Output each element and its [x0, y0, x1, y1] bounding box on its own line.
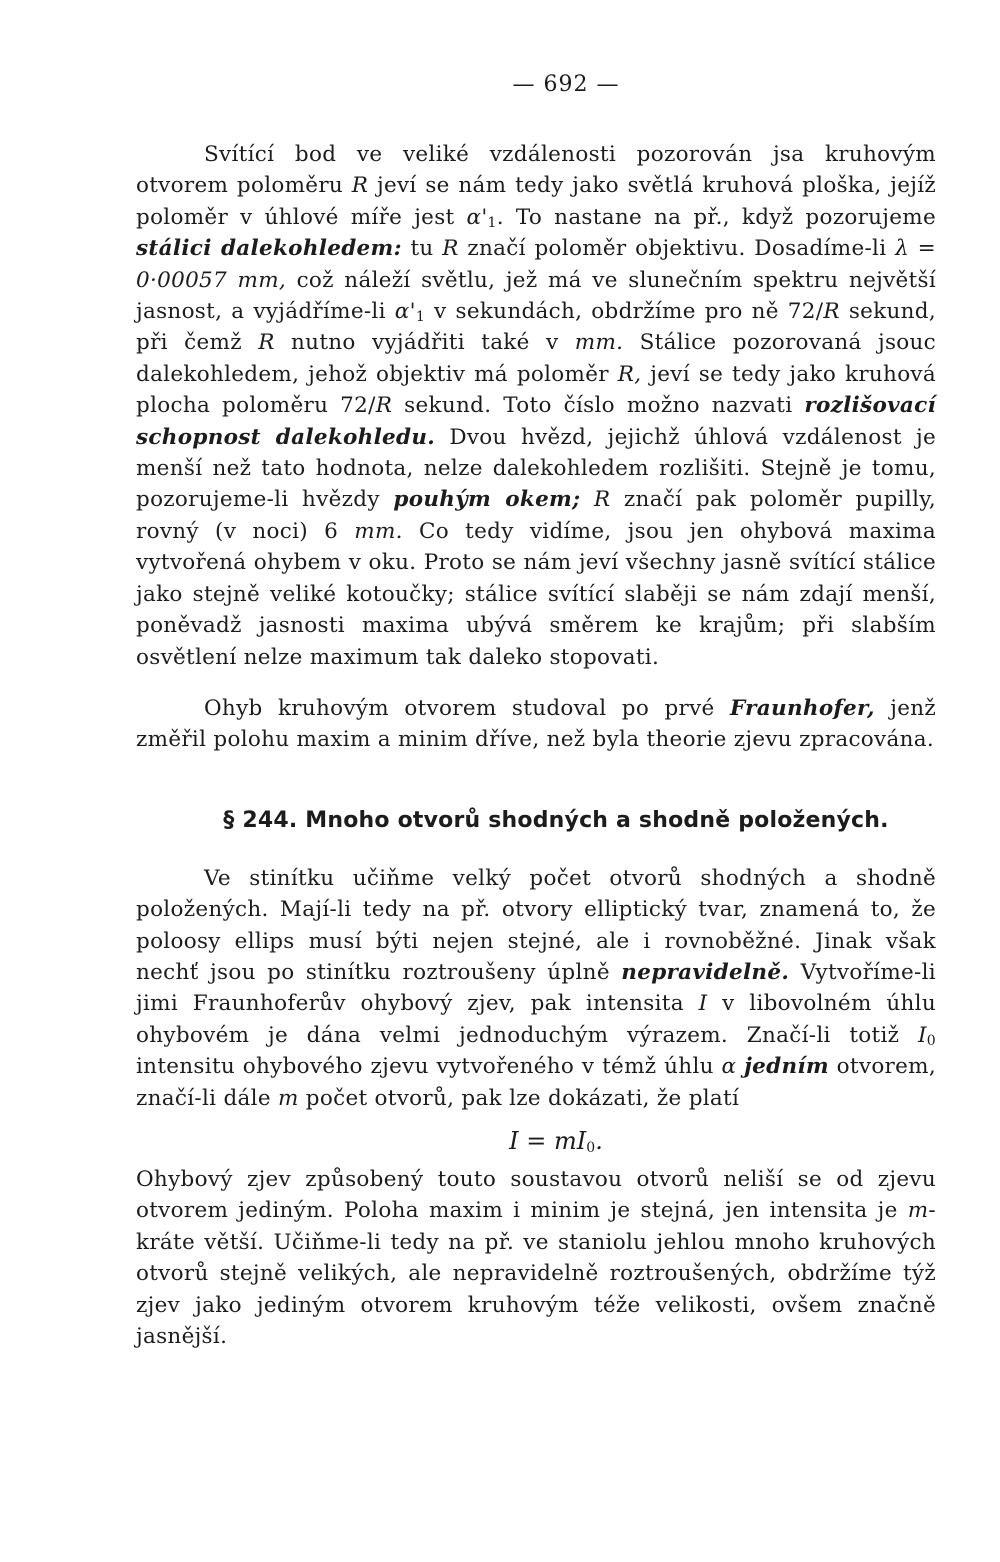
document-page — [136, 72, 936, 1352]
formula-intensity: $I = mI_0$. — [509, 1126, 603, 1156]
section-heading: § 244. Mnoho otvorů shodných a shodně položených. — [223, 807, 889, 833]
emphasis-fraunhofer: Fraunhofer, — [729, 695, 875, 721]
paragraph-many-apertures: Ve stinítku učiňme velký počet otvorů shodných a shodně položených. Mají-li tedy na př. otvory elliptický tvar, znamená to, že poloosy ellips musí býti nejen stejné, ale i rovnoběžné. Jinak však nechť jsou po stinítku roztroušeny úplně nepravidelně. Vytvoříme-li jimi Fraunhoferův ohybový zjev, pak intensita I v libovolném úhlu ohybovém je dána velmi jednoduchým výrazem. Značí-li totiž $I_0$ intensitu ohybového zjevu vytvořeného v témž úhlu α jedním otvorem, značí-li dále m počet otvorů, pak lze dokázati, že platí — [136, 865, 936, 1111]
paragraph-circular-aperture: Svítící bod ve veliké vzdálenosti pozorován jsa kruhovým otvorem poloměru R jeví se nám tedy jako světlá kruhová ploška, jejíž poloměr v úhlové míře jest $\alpha'_1$. To nastane na př., když pozorujeme stálici dalekohledem: tu R značí poloměr objektivu. Dosadíme-li λ = 0·00057 mm, což náleží světlu, jež má ve slunečním spektru největší jasnost, a vyjádříme-li $\alpha'_1$ v sekundách, obdržíme pro ně 72/R sekund, při čemž R nutno vyjádřiti také v mm. Stálice pozorovaná jsouc dalekohledem, jehož objektiv má poloměr R, jeví se tedy jako kruhová plocha poloměru 72/R sekund. Toto číslo možno nazvati rozlišovací schopnost dalekohledu. Dvou hvězd, jejichž úhlová vzdálenost je menší než tato hodnota, nelze dalekohledem rozlišiti. Stejně je tomu, pozorujeme-li hvězdy pouhým okem; R značí pak poloměr pupilly, rovný (v noci) 6 mm. Co tedy vidíme, jsou jen ohybová maxima vytvořená ohybem v oku. Proto se nám jeví všechny jasně svítící stálice jako stejně veliké kotoučky; stálice svítící slaběji se nám zdají menší, poněvadž jasnosti maxima ubývá směrem ke krajům; při slabším osvětlení nelze maximum tak daleko stopovati. — [136, 142, 937, 670]
emphasis-irregular: nepravidelně. — [621, 959, 790, 985]
emphasis-telescope-star: stálici dalekohledem: — [136, 236, 402, 262]
emphasis-single: jedním — [744, 1054, 829, 1080]
paragraph-conclusion: Ohybový zjev způsobený touto soustavou otvorů neliší se od zjevu otvorem jediným. Poloha maxim i minim je stejná, jen intensita je m-kráte větší. Učiňme-li tedy na př. ve staniolu jehlou mnoho kruhových otvorů stejně velikých, ale nepravidelně roztroušených, obdržíme týž zjev jako jediným otvorem kruhovým téže velikosti, ovšem značně jasnější. — [136, 1166, 936, 1349]
emphasis-naked-eye: pouhým okem; — [393, 487, 581, 513]
page-number: — 692 — — [512, 72, 620, 97]
emphasis-resolving-power: rozlišovací schopnost dalekohledu. — [136, 393, 936, 450]
paragraph-fraunhofer: Ohyb kruhovým otvorem studoval po prvé Fraunhofer, jenž změřil polohu maxim a minim dříve, než byla theorie zjevu zpracována. — [136, 695, 936, 753]
